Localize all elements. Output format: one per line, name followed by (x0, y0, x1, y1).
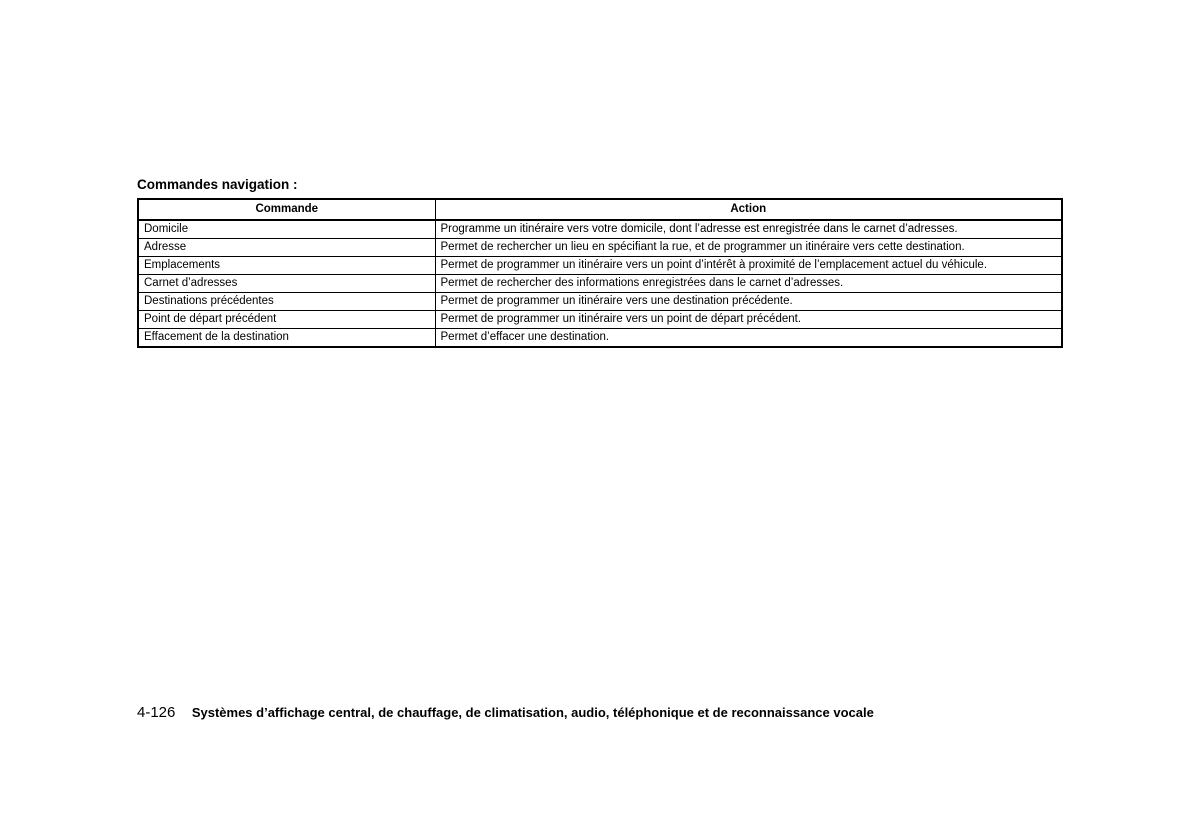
navigation-commands-table (137, 198, 1063, 348)
command-cell: Adresse (138, 239, 435, 257)
action-cell: Permet de rechercher des informations enregistrées dans le carnet d’adresses. (435, 275, 1062, 293)
action-cell: Permet de programmer un itinéraire vers un point d’intérêt à proximité de l’emplacement actuel du véhicule. (435, 257, 1062, 275)
header-action: Action (435, 199, 1062, 220)
action-cell: Permet de programmer un itinéraire vers une destination précédente. (435, 293, 1062, 311)
action-cell: Permet de rechercher un lieu en spécifiant la rue, et de programmer un itinéraire vers cette destination. (435, 239, 1062, 257)
table-header-row (138, 199, 1062, 220)
command-cell: Destinations précédentes (138, 293, 435, 311)
action-cell: Permet d’effacer une destination. (435, 329, 1062, 348)
command-cell: Emplacements (138, 257, 435, 275)
command-cell: Point de départ précédent (138, 311, 435, 329)
action-cell: Programme un itinéraire vers votre domicile, dont l’adresse est enregistrée dans le carnet d’adresses. (435, 220, 1062, 239)
table-row (138, 275, 1062, 293)
command-cell: Carnet d’adresses (138, 275, 435, 293)
table-row (138, 239, 1062, 257)
table-row (138, 293, 1062, 311)
section-title: Commandes navigation : (137, 177, 298, 192)
table-row (138, 220, 1062, 239)
header-command: Commande (138, 199, 435, 220)
command-cell: Domicile (138, 220, 435, 239)
page-number: 4-126 (137, 704, 176, 721)
action-cell: Permet de programmer un itinéraire vers un point de départ précédent. (435, 311, 1062, 329)
table-row (138, 311, 1062, 329)
table-row (138, 329, 1062, 348)
command-cell: Effacement de la destination (138, 329, 435, 348)
table-row (138, 257, 1062, 275)
chapter-title: Systèmes d’affichage central, de chauffage, de climatisation, audio, téléphonique et de reconnaissance vocale (191, 705, 874, 720)
page-footer (137, 704, 874, 722)
